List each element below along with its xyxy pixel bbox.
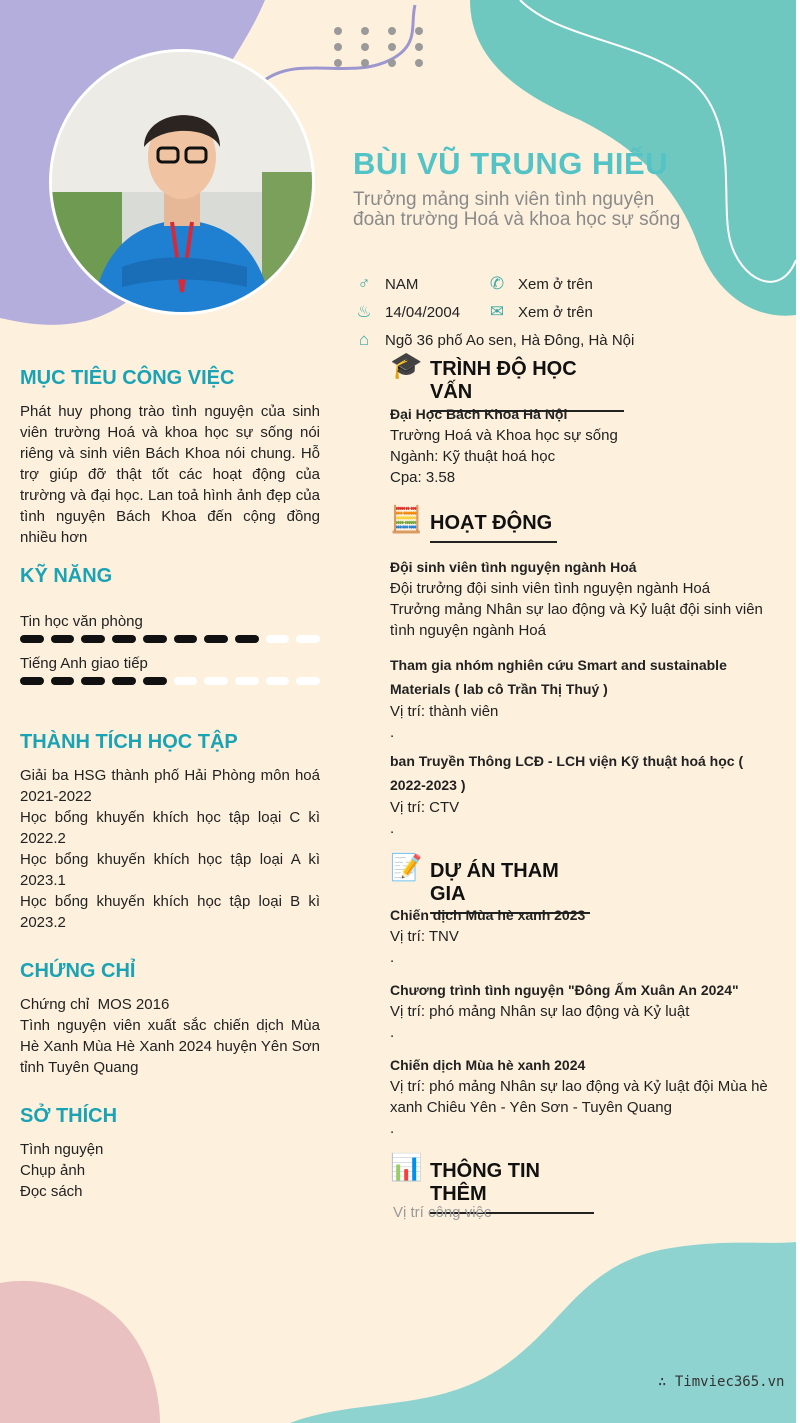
avatar-photo [52,52,312,312]
project-line: Vị trí: phó mảng Nhân sự lao động và Kỷ luật [390,1003,690,1020]
skill-dash-empty [266,635,290,643]
project-title: Chiến dịch Mùa hè xanh 2023 [390,907,586,923]
skill-dash-empty [296,635,320,643]
candidate-title: Trưởng mảng sinh viên tình nguyện đoàn trường Hoá và khoa học sự sống [353,189,681,230]
objective-text: Phát huy phong trào tình nguyện của sinh viên trường Hoá và khoa học sự sống nói riêng và sinh viên Bách Khoa nói chung. Hỗ trợ giúp đỡ thật tốt các hoạt động của trường và đại học. Lan toả hình ảnh đẹp của tình nguyện Bách Khoa đến cộng đồng nhiều hơn [20,403,320,546]
skill-dash-filled [51,677,75,685]
activity-line: Vị trí: thành viên [390,703,499,720]
activity-line: . [390,820,395,837]
extra-info-icon: 📊 [390,1152,423,1182]
education-heading: TRÌNH ĐỘ HỌC VẤN [430,358,624,412]
skill-dash-filled [112,635,136,643]
skill-name: Tin học văn phòng [20,613,143,630]
watermark [658,1374,784,1390]
phone-icon: ✆ [489,274,505,293]
skill-dash-filled [112,677,136,685]
project-title: Chương trình tình nguyện "Đông Ấm Xuân An 2024" [390,982,739,998]
objective-heading: MỤC TIÊU CÔNG VIỆC [20,367,235,389]
skill-dash-filled [174,635,198,643]
activity-line: Trưởng mảng Nhân sự lao động và Kỷ luật đội sinh viên tình nguyện ngành Hoá [390,601,763,639]
email-row [486,302,593,322]
achievements-section [20,732,320,933]
activity-line: Vị trí: CTV [390,799,460,816]
project-title: Chiến dịch Mùa hè xanh 2024 [390,1057,586,1073]
hobby-item: Chụp ảnh [20,1162,86,1179]
birthday-value: 14/04/2004 [385,303,461,321]
skill-item [20,611,320,643]
education-line: Trường Hoá và Khoa học sự sống [390,427,618,444]
certificates-heading: CHỨNG CHỈ [20,960,136,982]
education-line: Ngành: Kỹ thuật hoá học [390,448,556,465]
project-line: . [390,949,395,966]
hobby-item: Đọc sách [20,1183,83,1200]
cake-icon: ♨ [356,302,372,321]
activity-title: Đội sinh viên tình nguyện ngành Hoá [390,559,637,575]
achievement-item: Học bổng khuyến khích học tập loại C kì 2022.2 [20,809,320,847]
skill-dash-filled [235,635,259,643]
certificate-item: Tình nguyện viên xuất sắc chiến dịch Mùa Hè Xanh Mùa Hè Xanh 2024 huyện Yên Sơn tỉnh Tuyên Quang [20,1017,320,1076]
skill-dash-filled [143,677,167,685]
project-line: Vị trí: TNV [390,928,459,945]
achievement-item: Học bổng khuyến khích học tập loại B kì 2023.2 [20,893,320,931]
home-icon: ⌂ [358,330,370,349]
skill-dash-empty [204,677,228,685]
skill-dash-filled [81,677,105,685]
birthday-row [353,302,460,322]
activity-line: . [390,724,395,741]
candidate-name: BÙI VŨ TRUNG HIẾU [353,146,669,181]
address-value: Ngõ 36 phố Ao sen, Hà Đông, Hà Nội [385,331,635,349]
project-line: . [390,1024,395,1041]
pink-blob [0,1281,160,1423]
graduation-icon: 🎓 [390,350,423,380]
skill-dash-filled [51,635,75,643]
activities-heading: HOẠT ĐỘNG [430,512,557,543]
skills-heading: KỸ NĂNG [20,565,113,587]
skill-level-bar [20,677,320,685]
certificates-section [20,961,320,1078]
phone-row [486,274,593,294]
gender-value: NAM [385,275,419,293]
objective-section [20,368,320,548]
purple-line [265,5,415,80]
hobbies-heading: SỞ THÍCH [20,1105,118,1127]
activities-section [390,557,780,839]
skills-section [20,566,320,685]
gender-row [353,274,418,294]
skill-dash-filled [204,635,228,643]
skill-dash-filled [20,677,44,685]
skill-dash-filled [20,635,44,643]
skill-dash-filled [143,635,167,643]
hobbies-section [20,1106,320,1202]
education-line: Cpa: 3.58 [390,469,456,486]
skill-dash-empty [235,677,259,685]
activity-title: ban Truyền Thông LCĐ - LCH viện Kỹ thuật hoá học ( 2022-2023 ) [390,753,744,793]
activity-title: Tham gia nhóm nghiên cứu Smart and sustainable Materials ( lab cô Trần Thị Thuý ) [390,657,727,697]
project-line: Vị trí: phó mảng Nhân sự lao động và Kỷ luật đội Mùa hè xanh Chiêu Yên - Yên Sơn - Tuyên Quang [390,1078,768,1116]
education-section [390,404,780,488]
certificate-item: Chứng chỉ MOS 2016 [20,996,170,1013]
extra-info-heading: THÔNG TIN THÊM [430,1160,594,1214]
phone-value: Xem ở trên [518,275,593,293]
skill-dash-filled [81,635,105,643]
extra-info-placeholder: Vị trí công việc [393,1204,492,1221]
activity-line: Đội trưởng đội sinh viên tình nguyện ngành Hoá [390,580,711,597]
achievement-item: Học bổng khuyến khích học tập loại A kì 2023.1 [20,851,320,889]
projects-icon: 📝 [390,852,423,882]
education-school: Đại Học Bách Khoa Hà Nội [390,406,568,422]
achievement-item: Giải ba HSG thành phố Hải Phòng môn hoá 2021-2022 [20,767,320,805]
watermark-text: Timviec365.vn [674,1374,785,1390]
email-value: Xem ở trên [518,303,593,321]
projects-section [390,905,780,1139]
skill-dash-empty [296,677,320,685]
skill-item [20,653,320,685]
hobby-item: Tình nguyện [20,1141,104,1158]
skill-dash-empty [174,677,198,685]
bottom-teal-blob [290,1242,796,1423]
activities-icon: 🧮 [390,504,423,534]
address-row [353,330,634,350]
achievements-heading: THÀNH TÍCH HỌC TẬP [20,731,238,753]
dot-grid [334,27,423,67]
envelope-icon: ✉ [489,302,505,321]
skill-name: Tiếng Anh giao tiếp [20,655,148,672]
watermark-logo-icon: ∴ [658,1374,667,1390]
projects-heading: DỰ ÁN THAM GIA [430,860,590,914]
project-line: . [390,1120,395,1137]
avatar [52,52,312,312]
skill-dash-empty [266,677,290,685]
skill-level-bar [20,635,320,643]
gender-icon: ♂ [357,274,371,293]
